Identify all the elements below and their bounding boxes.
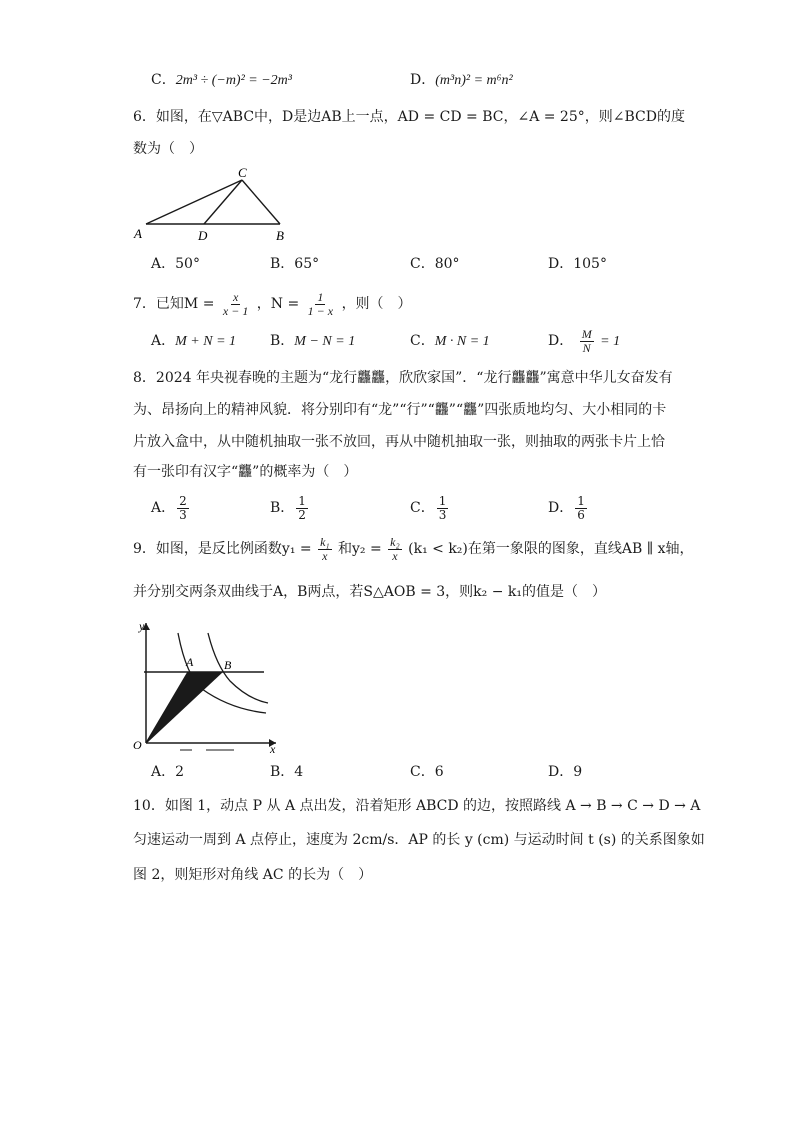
q8-stem-line1: 8．2024 年央视春晚的主题为“龙行龘龘，欣欣家国”．“龙行龘龘”寓意中华儿女奋发有 bbox=[133, 370, 673, 386]
q9-option-d[interactable]: D．9 bbox=[548, 764, 583, 780]
q10-stem-line3: 图 2，则矩形对角线 AC 的长为（ ） bbox=[133, 867, 373, 883]
option-math: 2m³ ÷ (−m)² = −2m³ bbox=[175, 73, 292, 88]
fraction-k2-over-x: $\frac{\text{k₂}}{x}$ bbox=[390, 534, 400, 563]
q6-option-c[interactable]: C．80° bbox=[410, 256, 460, 272]
stem-text: (k₁ < k₂)在第一象限的图象，直线AB ∥ x轴， bbox=[408, 541, 694, 557]
q5-option-d[interactable] bbox=[410, 70, 513, 91]
q8-option-c[interactable]: C． $\frac{1}{3}$ bbox=[410, 493, 447, 522]
point-a-label: A bbox=[186, 655, 194, 669]
stem-text: ，则（ ） bbox=[341, 296, 412, 312]
q6-stem-line1: 6．如图，在▽ABC中，D是边AB上一点，AD = CD = BC，∠A = 25°，则∠BCD的度 bbox=[133, 109, 685, 125]
q10-stem-line1: 10．如图 1，动点 P 从 A 点出发，沿着矩形 ABCD 的边，按照路线 A → B → C → D → A bbox=[133, 798, 701, 814]
q7-option-b[interactable]: B．M − N = 1 bbox=[270, 333, 356, 349]
q7-option-d[interactable]: D． $\frac{M}{N}$ = 1 bbox=[548, 326, 621, 355]
vertex-a-label: A bbox=[134, 226, 142, 241]
vertex-c-label: C bbox=[238, 165, 247, 180]
origin-label: O bbox=[133, 738, 142, 752]
point-b-label: B bbox=[224, 658, 232, 672]
stem-text: 和y₂ = bbox=[338, 541, 382, 557]
q9-option-a[interactable]: A．2 bbox=[151, 764, 185, 780]
stem-text: ，N = bbox=[256, 296, 300, 312]
option-fraction: $\frac{1}{2}$ bbox=[298, 493, 306, 522]
q6-option-b[interactable]: B．65° bbox=[270, 256, 320, 272]
q9-option-c[interactable]: C．6 bbox=[410, 764, 444, 780]
q6-stem-line2: 数为（ ） bbox=[133, 141, 203, 157]
q7-stem bbox=[133, 288, 412, 320]
vertex-d-label: D bbox=[198, 228, 208, 243]
q10-stem-line2: 匀速运动一周到 A 点停止，速度为 2cm/s．AP 的长 y (cm) 与运动时间 t (s) 的关系图象如 bbox=[133, 832, 705, 848]
fraction-m-over-n: $\frac{M}{N}$ bbox=[581, 326, 592, 355]
stem-text: 9．如图，是反比例函数y₁ = bbox=[133, 541, 312, 557]
q9-hyperbola-figure bbox=[130, 615, 280, 755]
q8-option-d[interactable]: D． $\frac{1}{6}$ bbox=[548, 493, 585, 522]
vertex-b-label: B bbox=[276, 228, 284, 243]
q6-option-a[interactable]: A．50° bbox=[151, 256, 200, 272]
fraction-n: $\frac{1}{1 - x}$ bbox=[307, 289, 334, 318]
option-math: (m³n)² = m⁶n² bbox=[435, 73, 513, 88]
option-fraction: $\frac{1}{3}$ bbox=[438, 493, 447, 522]
option-fraction: $\frac{1}{6}$ bbox=[577, 493, 585, 522]
q8-option-a[interactable]: A． $\frac{2}{3}$ bbox=[151, 493, 187, 522]
x-axis-label: x bbox=[270, 742, 276, 755]
q8-stem-line3: 片放入盒中，从中随机抽取一张不放回，再从中随机抽取一张，则抽取的两张卡片上恰 bbox=[133, 434, 665, 450]
q8-stem-line2: 为、昂扬向上的精神风貌．将分别印有“龙”“行”“龘”“龘”四张质地均匀、大小相同的卡 bbox=[133, 402, 667, 418]
q6-triangle-figure bbox=[132, 164, 292, 246]
q7-option-a[interactable]: A．M + N = 1 bbox=[151, 333, 237, 349]
q9-option-b[interactable]: B．4 bbox=[270, 764, 304, 780]
q8-option-b[interactable]: B． $\frac{1}{2}$ bbox=[270, 493, 306, 522]
q7-option-c[interactable]: C．M · N = 1 bbox=[410, 333, 490, 349]
fraction-k1-over-x: $\frac{\text{k₁}}{x}$ bbox=[320, 534, 330, 563]
q5-option-c[interactable] bbox=[151, 70, 292, 91]
fraction-m: $\frac{x}{x - 1}$ bbox=[222, 289, 249, 318]
stem-text: 7．已知M = bbox=[133, 296, 215, 312]
option-label: C． bbox=[151, 72, 176, 88]
y-axis-label: y bbox=[139, 619, 145, 633]
q6-option-d[interactable]: D．105° bbox=[548, 256, 607, 272]
option-fraction: $\frac{2}{3}$ bbox=[179, 493, 187, 522]
option-label: D． bbox=[410, 72, 436, 88]
q8-stem-line4: 有一张印有汉字“龘”的概率为（ ） bbox=[133, 464, 358, 480]
q9-stem-line2: 并分别交两条双曲线于A，B两点，若S△AOB = 3，则k₂ − k₁的值是（ ） bbox=[133, 584, 606, 600]
q9-stem-line1 bbox=[133, 533, 694, 565]
